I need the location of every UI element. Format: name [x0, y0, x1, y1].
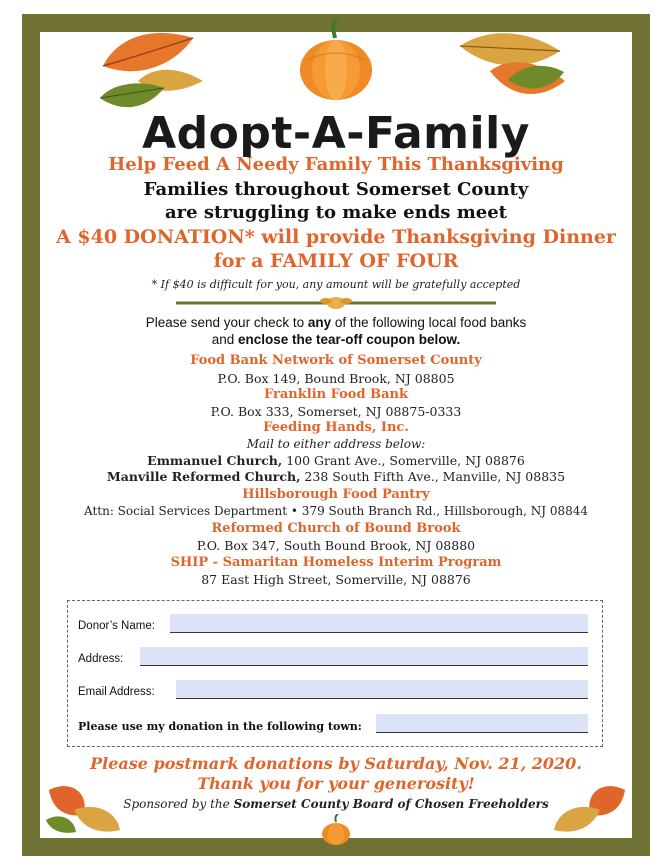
instructions-line: and enclose the tear-off coupon below. [211, 332, 461, 347]
food-bank-address: 87 East High Street, Somerville, NJ 08876 [201, 572, 471, 587]
email-field[interactable] [176, 680, 588, 699]
food-bank-name: Hillsborough Food Pantry [242, 487, 430, 502]
donor-name-field[interactable] [170, 614, 588, 633]
tear-off-coupon [67, 600, 603, 747]
autumn-leaf-icon [44, 780, 124, 836]
instructions-line: Please send your check to any of the following local food banks [145, 315, 527, 330]
flyer-page [40, 32, 632, 838]
town-label: Please use my donation in the following town: [78, 720, 362, 733]
pumpkin-icon [297, 20, 375, 102]
wheat-divider-icon [176, 295, 496, 311]
food-bank-address: P.O. Box 333, Somerset, NJ 08875-0333 [210, 404, 462, 419]
food-bank-address: Emmanuel Church, 100 Grant Ave., Somerville, NJ 08876 [147, 453, 525, 468]
food-bank-name: Reformed Church of Bound Brook [211, 521, 461, 536]
donor-name-label: Donor’s Name: [78, 620, 155, 632]
autumn-leaf-icon [550, 780, 630, 836]
donation-line: for a FAMILY OF FOUR [213, 250, 459, 272]
food-bank-name: Feeding Hands, Inc. [263, 420, 409, 435]
donation-line: A $40 DONATION* will provide Thanksgiving Dinner [56, 226, 616, 248]
food-bank-address: P.O. Box 347, South Bound Brook, NJ 08880 [196, 538, 476, 553]
donation-footnote: * If $40 is difficult for you, any amount will be gratefully accepted [151, 278, 521, 291]
postmark-deadline: Please postmark donations by Saturday, Nov. 21, 2020. [90, 754, 582, 773]
food-bank-name: Food Bank Network of Somerset County [190, 353, 482, 368]
address-field[interactable] [140, 647, 588, 666]
autumn-leaf-icon [506, 60, 566, 100]
email-label: Email Address: [78, 686, 155, 698]
sponsor-line: Sponsored by the Somerset County Board of Chosen Freeholders [123, 797, 549, 811]
page-subtitle: Help Feed A Needy Family This Thanksgiving [108, 154, 564, 175]
address-label: Address: [78, 653, 124, 665]
food-bank-name: SHIP - Samaritan Homeless Interim Program [170, 555, 502, 570]
food-bank-address: Attn: Social Services Department • 379 South Branch Rd., Hillsborough, NJ 08844 [83, 504, 588, 518]
food-bank-address: P.O. Box 149, Bound Brook, NJ 08805 [217, 371, 455, 386]
intro-line: are struggling to make ends meet [165, 202, 507, 223]
food-bank-name: Franklin Food Bank [264, 387, 408, 402]
food-bank-note: Mail to either address below: [246, 437, 426, 451]
town-field[interactable] [376, 714, 588, 733]
intro-line: Families throughout Somerset County [143, 179, 529, 200]
pumpkin-icon [320, 814, 352, 846]
page-title: Adopt-A-Family [142, 108, 530, 159]
thank-you-message: Thank you for your generosity! [197, 774, 475, 793]
food-bank-address: Manville Reformed Church, 238 South Fifth Ave., Manville, NJ 08835 [106, 469, 566, 484]
